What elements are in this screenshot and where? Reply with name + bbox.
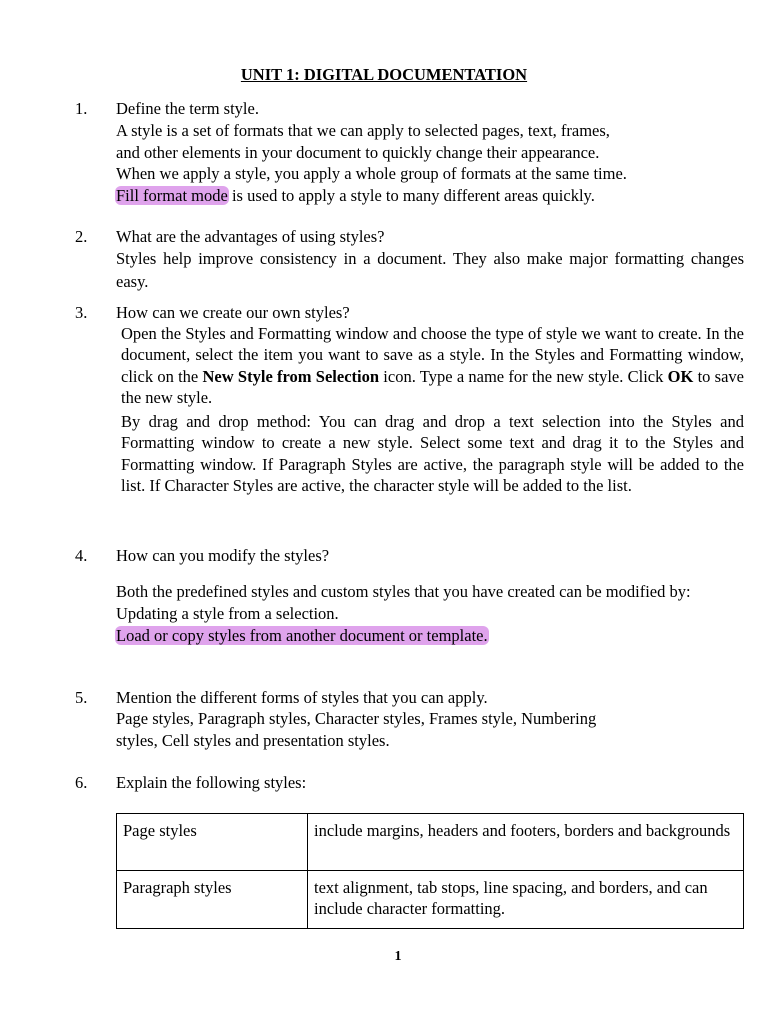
new-style-from-selection-term: New Style from Selection xyxy=(202,366,380,386)
table-row xyxy=(117,871,744,929)
answer-1-line: and other elements in your document to quickly change their appearance. xyxy=(116,142,600,162)
answer-4 xyxy=(116,581,744,646)
answer-3-paragraph-1: Open the Styles and Formatting window and choose the type of style we want to create. In the document, select the item you want to save as a style. In the Styles and Formatting window, click on the New Style from Selection icon. Type a name for the new style. Click OK to save the new style. xyxy=(121,324,744,407)
answer-1 xyxy=(116,120,744,206)
ok-term: OK xyxy=(667,366,694,386)
answer-4-item xyxy=(116,625,744,646)
highlighted-answer: Load or copy styles from another document or template. xyxy=(116,626,488,645)
answer-2: Styles help improve consistency in a document. They also make major formatting changes easy. xyxy=(116,249,744,291)
question-5-number: 5. xyxy=(75,688,88,707)
style-description-cell: include margins, headers and footers, borders and backgrounds xyxy=(308,814,744,871)
style-description-cell: text alignment, tab stops, line spacing, and borders, and can include character formatting. xyxy=(308,871,744,929)
document-title: UNIT 1: DIGITAL DOCUMENTATION xyxy=(240,65,528,84)
answer-1-line: A style is a set of formats that we can apply to selected pages, text, frames, xyxy=(116,121,610,140)
question-6: Explain the following styles: xyxy=(116,773,307,792)
table-row xyxy=(117,814,744,871)
question-4-number: 4. xyxy=(75,546,88,565)
question-6-number: 6. xyxy=(75,773,88,792)
style-name-cell: Paragraph styles xyxy=(117,871,308,929)
answer-5 xyxy=(116,708,744,751)
question-1-number: 1. xyxy=(75,99,88,118)
question-4: How can you modify the styles? xyxy=(116,546,330,565)
answer-4-item: Updating a style from a selection. xyxy=(116,604,339,623)
answer-3-paragraph-2: By drag and drop method: You can drag and drop a text selection into the Styles and Formatting window to create a new style. Select some text and drag it to the Styles and Formatting window. If Paragraph Styles are active, the paragraph style will be added to the list. If Character Styles are active, the character style will be added to the list. xyxy=(121,412,744,495)
style-name-cell: Page styles xyxy=(117,814,308,871)
question-3: How can we create our own styles? xyxy=(116,303,350,322)
answer-5-line: Page styles, Paragraph styles, Character styles, Frames style, Numbering xyxy=(116,709,597,728)
question-1: Define the term style. xyxy=(116,99,259,118)
question-3-number: 3. xyxy=(75,303,88,322)
answer-1-line: When we apply a style, you apply a whole group of formats at the same time. xyxy=(116,164,627,183)
answer-5-line: styles, Cell styles and presentation styles. xyxy=(116,730,390,750)
page-number: 1 xyxy=(394,949,402,964)
answer-1-line: Fill format mode is used to apply a style to many different areas quickly. xyxy=(116,185,595,205)
question-2-number: 2. xyxy=(75,227,88,246)
answer-4-intro: Both the predefined styles and custom styles that you have created can be modified by: xyxy=(116,582,691,601)
question-2: What are the advantages of using styles? xyxy=(116,227,385,246)
question-5: Mention the different forms of styles that you can apply. xyxy=(116,688,488,707)
styles-table xyxy=(116,813,744,929)
highlighted-term: Fill format mode xyxy=(116,185,228,205)
